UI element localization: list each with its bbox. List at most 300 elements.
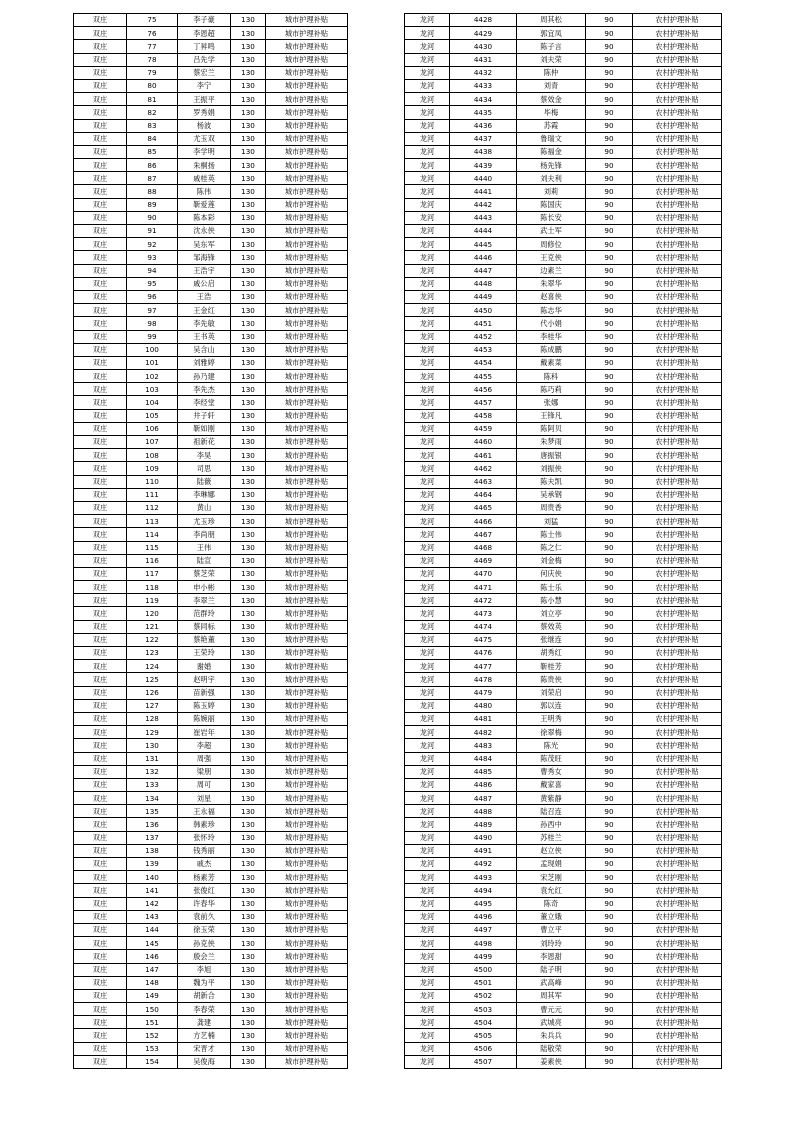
name-cell: 陈伟 <box>178 185 231 198</box>
amount-cell: 130 <box>231 449 266 462</box>
category-cell: 城市护理补贴 <box>266 805 348 818</box>
name-cell: 陈长安 <box>517 211 586 224</box>
number-cell: 84 <box>127 132 178 145</box>
table-row <box>74 145 348 158</box>
number-cell: 4486 <box>450 778 517 791</box>
number-cell: 4483 <box>450 739 517 752</box>
amount-cell: 130 <box>231 1029 266 1042</box>
table-row <box>74 660 348 673</box>
table-row <box>74 554 348 567</box>
number-cell: 4444 <box>450 225 517 238</box>
number-cell: 4456 <box>450 383 517 396</box>
region-cell: 龙河 <box>405 106 450 119</box>
category-cell: 农村护理补贴 <box>633 238 722 251</box>
name-cell: 刘雅婷 <box>178 356 231 369</box>
number-cell: 4466 <box>450 515 517 528</box>
category-cell: 城市护理补贴 <box>266 910 348 923</box>
number-cell: 113 <box>127 515 178 528</box>
category-cell: 农村护理补贴 <box>633 422 722 435</box>
number-cell: 119 <box>127 594 178 607</box>
name-cell: 赵立侠 <box>517 844 586 857</box>
name-cell: 杨先锋 <box>517 159 586 172</box>
amount-cell: 90 <box>586 145 633 158</box>
amount-cell: 130 <box>231 264 266 277</box>
amount-cell: 130 <box>231 409 266 422</box>
region-cell: 双庄 <box>74 594 127 607</box>
name-cell: 周其军 <box>517 989 586 1002</box>
table-row <box>74 765 348 778</box>
category-cell: 城市护理补贴 <box>266 950 348 963</box>
number-cell: 126 <box>127 686 178 699</box>
table-row <box>405 383 722 396</box>
category-cell: 农村护理补贴 <box>633 14 722 27</box>
region-cell: 龙河 <box>405 185 450 198</box>
amount-cell: 90 <box>586 963 633 976</box>
category-cell: 城市护理补贴 <box>266 304 348 317</box>
region-cell: 双庄 <box>74 581 127 594</box>
name-cell: 李学明 <box>178 145 231 158</box>
name-cell: 徐玉荣 <box>178 923 231 936</box>
table-row <box>74 66 348 79</box>
region-cell: 双庄 <box>74 264 127 277</box>
name-cell: 宋晋才 <box>178 1042 231 1055</box>
category-cell: 农村护理补贴 <box>633 343 722 356</box>
number-cell: 4487 <box>450 792 517 805</box>
category-cell: 城市护理补贴 <box>266 370 348 383</box>
category-cell: 农村护理补贴 <box>633 211 722 224</box>
amount-cell: 90 <box>586 726 633 739</box>
name-cell: 陈夫凯 <box>517 475 586 488</box>
amount-cell: 130 <box>231 145 266 158</box>
table-row <box>74 1042 348 1055</box>
table-row <box>74 594 348 607</box>
name-cell: 陈志华 <box>517 304 586 317</box>
table-row <box>74 488 348 501</box>
name-cell: 陈之仁 <box>517 541 586 554</box>
table-row <box>405 528 722 541</box>
region-cell: 双庄 <box>74 40 127 53</box>
table-row <box>74 989 348 1002</box>
number-cell: 4492 <box>450 858 517 871</box>
name-cell: 王锋凡 <box>517 409 586 422</box>
name-cell: 李翠兰 <box>178 594 231 607</box>
amount-cell: 130 <box>231 594 266 607</box>
category-cell: 农村护理补贴 <box>633 660 722 673</box>
number-cell: 4442 <box>450 198 517 211</box>
category-cell: 农村护理补贴 <box>633 172 722 185</box>
table-row <box>405 211 722 224</box>
category-cell: 城市护理补贴 <box>266 159 348 172</box>
category-cell: 城市护理补贴 <box>266 1029 348 1042</box>
amount-cell: 90 <box>586 515 633 528</box>
number-cell: 4478 <box>450 673 517 686</box>
amount-cell: 90 <box>586 620 633 633</box>
table-row <box>74 27 348 40</box>
category-cell: 农村护理补贴 <box>633 607 722 620</box>
name-cell: 吴含山 <box>178 343 231 356</box>
table-row <box>405 40 722 53</box>
number-cell: 139 <box>127 858 178 871</box>
name-cell: 李琳娜 <box>178 488 231 501</box>
number-cell: 114 <box>127 528 178 541</box>
region-cell: 双庄 <box>74 765 127 778</box>
number-cell: 95 <box>127 277 178 290</box>
right-table-body <box>405 14 722 1069</box>
number-cell: 4441 <box>450 185 517 198</box>
amount-cell: 90 <box>586 607 633 620</box>
category-cell: 城市护理补贴 <box>266 462 348 475</box>
name-cell: 戚桂英 <box>178 172 231 185</box>
table-row <box>405 1016 722 1029</box>
name-cell: 武高峰 <box>517 976 586 989</box>
number-cell: 96 <box>127 290 178 303</box>
amount-cell: 130 <box>231 528 266 541</box>
number-cell: 98 <box>127 317 178 330</box>
table-row <box>405 475 722 488</box>
number-cell: 4437 <box>450 132 517 145</box>
table-row <box>405 515 722 528</box>
number-cell: 4497 <box>450 923 517 936</box>
name-cell: 尤玉珍 <box>178 515 231 528</box>
region-cell: 双庄 <box>74 356 127 369</box>
amount-cell: 130 <box>231 607 266 620</box>
amount-cell: 90 <box>586 923 633 936</box>
amount-cell: 90 <box>586 699 633 712</box>
name-cell: 朱兵兵 <box>517 1029 586 1042</box>
amount-cell: 130 <box>231 159 266 172</box>
table-row <box>405 858 722 871</box>
category-cell: 城市护理补贴 <box>266 225 348 238</box>
category-cell: 城市护理补贴 <box>266 1055 348 1068</box>
number-cell: 4434 <box>450 93 517 106</box>
amount-cell: 130 <box>231 422 266 435</box>
amount-cell: 130 <box>231 93 266 106</box>
name-cell: 殷会兰 <box>178 950 231 963</box>
number-cell: 4438 <box>450 145 517 158</box>
table-row <box>405 422 722 435</box>
number-cell: 121 <box>127 620 178 633</box>
number-cell: 4443 <box>450 211 517 224</box>
table-row <box>405 712 722 725</box>
amount-cell: 90 <box>586 752 633 765</box>
table-row <box>74 225 348 238</box>
amount-cell: 90 <box>586 501 633 514</box>
region-cell: 龙河 <box>405 818 450 831</box>
table-row <box>405 871 722 884</box>
region-cell: 双庄 <box>74 488 127 501</box>
category-cell: 农村护理补贴 <box>633 989 722 1002</box>
number-cell: 80 <box>127 79 178 92</box>
number-cell: 4491 <box>450 844 517 857</box>
table-row <box>74 805 348 818</box>
number-cell: 134 <box>127 792 178 805</box>
region-cell: 龙河 <box>405 211 450 224</box>
name-cell: 王永福 <box>178 805 231 818</box>
region-cell: 龙河 <box>405 594 450 607</box>
name-cell: 王伟 <box>178 541 231 554</box>
region-cell: 龙河 <box>405 910 450 923</box>
number-cell: 4453 <box>450 343 517 356</box>
region-cell: 龙河 <box>405 620 450 633</box>
amount-cell: 90 <box>586 198 633 211</box>
name-cell: 郭以连 <box>517 699 586 712</box>
category-cell: 城市护理补贴 <box>266 211 348 224</box>
region-cell: 双庄 <box>74 858 127 871</box>
category-cell: 农村护理补贴 <box>633 1055 722 1068</box>
category-cell: 城市护理补贴 <box>266 594 348 607</box>
amount-cell: 90 <box>586 462 633 475</box>
amount-cell: 130 <box>231 831 266 844</box>
name-cell: 沈永侠 <box>178 225 231 238</box>
amount-cell: 90 <box>586 422 633 435</box>
name-cell: 陈士伟 <box>517 528 586 541</box>
table-row <box>74 383 348 396</box>
number-cell: 118 <box>127 581 178 594</box>
name-cell: 孟现娟 <box>517 858 586 871</box>
table-row <box>74 581 348 594</box>
table-row <box>405 739 722 752</box>
category-cell: 农村护理补贴 <box>633 317 722 330</box>
number-cell: 88 <box>127 185 178 198</box>
table-row <box>74 159 348 172</box>
amount-cell: 90 <box>586 528 633 541</box>
region-cell: 龙河 <box>405 370 450 383</box>
amount-cell: 130 <box>231 488 266 501</box>
category-cell: 农村护理补贴 <box>633 528 722 541</box>
name-cell: 唐振银 <box>517 449 586 462</box>
table-row <box>405 79 722 92</box>
number-cell: 4506 <box>450 1042 517 1055</box>
number-cell: 78 <box>127 53 178 66</box>
amount-cell: 130 <box>231 330 266 343</box>
region-cell: 龙河 <box>405 871 450 884</box>
region-cell: 双庄 <box>74 831 127 844</box>
amount-cell: 90 <box>586 317 633 330</box>
name-cell: 王明秀 <box>517 712 586 725</box>
number-cell: 117 <box>127 567 178 580</box>
name-cell: 崔岩年 <box>178 726 231 739</box>
amount-cell: 130 <box>231 844 266 857</box>
category-cell: 农村护理补贴 <box>633 976 722 989</box>
region-cell: 龙河 <box>405 515 450 528</box>
amount-cell: 130 <box>231 14 266 27</box>
category-cell: 农村护理补贴 <box>633 93 722 106</box>
category-cell: 城市护理补贴 <box>266 554 348 567</box>
amount-cell: 90 <box>586 673 633 686</box>
amount-cell: 90 <box>586 343 633 356</box>
table-row <box>74 119 348 132</box>
name-cell: 宋芝刚 <box>517 871 586 884</box>
amount-cell: 130 <box>231 897 266 910</box>
category-cell: 城市护理补贴 <box>266 884 348 897</box>
name-cell: 张俊红 <box>178 884 231 897</box>
number-cell: 4436 <box>450 119 517 132</box>
amount-cell: 130 <box>231 937 266 950</box>
region-cell: 龙河 <box>405 1003 450 1016</box>
table-row <box>74 501 348 514</box>
region-cell: 龙河 <box>405 53 450 66</box>
region-cell: 龙河 <box>405 356 450 369</box>
number-cell: 4454 <box>450 356 517 369</box>
number-cell: 148 <box>127 976 178 989</box>
number-cell: 4481 <box>450 712 517 725</box>
name-cell: 蔡同标 <box>178 620 231 633</box>
table-row <box>405 185 722 198</box>
region-cell: 龙河 <box>405 765 450 778</box>
name-cell: 鲁瑞文 <box>517 132 586 145</box>
number-cell: 106 <box>127 422 178 435</box>
name-cell: 曹秀女 <box>517 765 586 778</box>
amount-cell: 130 <box>231 950 266 963</box>
name-cell: 武城亮 <box>517 1016 586 1029</box>
region-cell: 龙河 <box>405 93 450 106</box>
amount-cell: 90 <box>586 225 633 238</box>
region-cell: 龙河 <box>405 264 450 277</box>
region-cell: 双庄 <box>74 27 127 40</box>
name-cell: 刘夫利 <box>517 172 586 185</box>
table-row <box>405 277 722 290</box>
region-cell: 双庄 <box>74 633 127 646</box>
region-cell: 龙河 <box>405 884 450 897</box>
amount-cell: 90 <box>586 541 633 554</box>
name-cell: 董立娥 <box>517 910 586 923</box>
name-cell: 李昊 <box>178 449 231 462</box>
number-cell: 116 <box>127 554 178 567</box>
category-cell: 农村护理补贴 <box>633 726 722 739</box>
table-row <box>74 14 348 27</box>
table-row <box>405 238 722 251</box>
region-cell: 龙河 <box>405 422 450 435</box>
name-cell: 许春华 <box>178 897 231 910</box>
name-cell: 尤玉双 <box>178 132 231 145</box>
amount-cell: 90 <box>586 844 633 857</box>
name-cell: 代小娟 <box>517 317 586 330</box>
category-cell: 城市护理补贴 <box>266 343 348 356</box>
category-cell: 农村护理补贴 <box>633 198 722 211</box>
name-cell: 李宁 <box>178 79 231 92</box>
name-cell: 郭宜凤 <box>517 27 586 40</box>
amount-cell: 130 <box>231 976 266 989</box>
table-row <box>74 198 348 211</box>
table-row <box>405 831 722 844</box>
region-cell: 双庄 <box>74 396 127 409</box>
region-cell: 双庄 <box>74 647 127 660</box>
number-cell: 4470 <box>450 567 517 580</box>
amount-cell: 130 <box>231 106 266 119</box>
region-cell: 双庄 <box>74 422 127 435</box>
region-cell: 龙河 <box>405 541 450 554</box>
number-cell: 4471 <box>450 581 517 594</box>
name-cell: 陆薇 <box>178 475 231 488</box>
region-cell: 龙河 <box>405 488 450 501</box>
name-cell: 李恩超 <box>178 27 231 40</box>
category-cell: 农村护理补贴 <box>633 858 722 871</box>
table-row <box>405 356 722 369</box>
amount-cell: 130 <box>231 884 266 897</box>
number-cell: 4465 <box>450 501 517 514</box>
amount-cell: 90 <box>586 805 633 818</box>
table-row <box>74 831 348 844</box>
table-row <box>74 541 348 554</box>
name-cell: 李旭 <box>178 963 231 976</box>
number-cell: 4455 <box>450 370 517 383</box>
amount-cell: 130 <box>231 132 266 145</box>
name-cell: 刘荣启 <box>517 686 586 699</box>
amount-cell: 90 <box>586 488 633 501</box>
region-cell: 双庄 <box>74 660 127 673</box>
table-row <box>74 317 348 330</box>
table-row <box>74 422 348 435</box>
category-cell: 城市护理补贴 <box>266 897 348 910</box>
number-cell: 4435 <box>450 106 517 119</box>
table-row <box>74 172 348 185</box>
table-row <box>405 436 722 449</box>
table-row <box>74 370 348 383</box>
table-row <box>405 317 722 330</box>
region-cell: 双庄 <box>74 923 127 936</box>
category-cell: 城市护理补贴 <box>266 27 348 40</box>
left-table-body <box>74 14 348 1069</box>
region-cell: 双庄 <box>74 290 127 303</box>
category-cell: 农村护理补贴 <box>633 765 722 778</box>
category-cell: 农村护理补贴 <box>633 515 722 528</box>
name-cell: 陆子明 <box>517 963 586 976</box>
amount-cell: 90 <box>586 119 633 132</box>
number-cell: 141 <box>127 884 178 897</box>
category-cell: 农村护理补贴 <box>633 673 722 686</box>
name-cell: 孙乃建 <box>178 370 231 383</box>
number-cell: 103 <box>127 383 178 396</box>
category-cell: 城市护理补贴 <box>266 396 348 409</box>
number-cell: 4479 <box>450 686 517 699</box>
region-cell: 双庄 <box>74 14 127 27</box>
number-cell: 138 <box>127 844 178 857</box>
number-cell: 127 <box>127 699 178 712</box>
amount-cell: 90 <box>586 66 633 79</box>
table-row <box>74 567 348 580</box>
name-cell: 王荣玲 <box>178 647 231 660</box>
name-cell: 徐翠梅 <box>517 726 586 739</box>
name-cell: 李超 <box>178 739 231 752</box>
region-cell: 龙河 <box>405 396 450 409</box>
name-cell: 周可 <box>178 778 231 791</box>
region-cell: 双庄 <box>74 567 127 580</box>
region-cell: 龙河 <box>405 66 450 79</box>
category-cell: 农村护理补贴 <box>633 449 722 462</box>
region-cell: 龙河 <box>405 225 450 238</box>
number-cell: 4474 <box>450 620 517 633</box>
table-row <box>74 449 348 462</box>
region-cell: 双庄 <box>74 950 127 963</box>
amount-cell: 90 <box>586 818 633 831</box>
category-cell: 农村护理补贴 <box>633 290 722 303</box>
table-row <box>74 673 348 686</box>
region-cell: 龙河 <box>405 462 450 475</box>
number-cell: 111 <box>127 488 178 501</box>
region-cell: 双庄 <box>74 739 127 752</box>
region-cell: 龙河 <box>405 831 450 844</box>
amount-cell: 130 <box>231 989 266 1002</box>
region-cell: 双庄 <box>74 686 127 699</box>
name-cell: 李春荣 <box>178 1003 231 1016</box>
region-cell: 龙河 <box>405 475 450 488</box>
region-cell: 双庄 <box>74 277 127 290</box>
region-cell: 龙河 <box>405 1029 450 1042</box>
region-cell: 双庄 <box>74 726 127 739</box>
region-cell: 龙河 <box>405 581 450 594</box>
name-cell: 黄山 <box>178 501 231 514</box>
region-cell: 龙河 <box>405 528 450 541</box>
